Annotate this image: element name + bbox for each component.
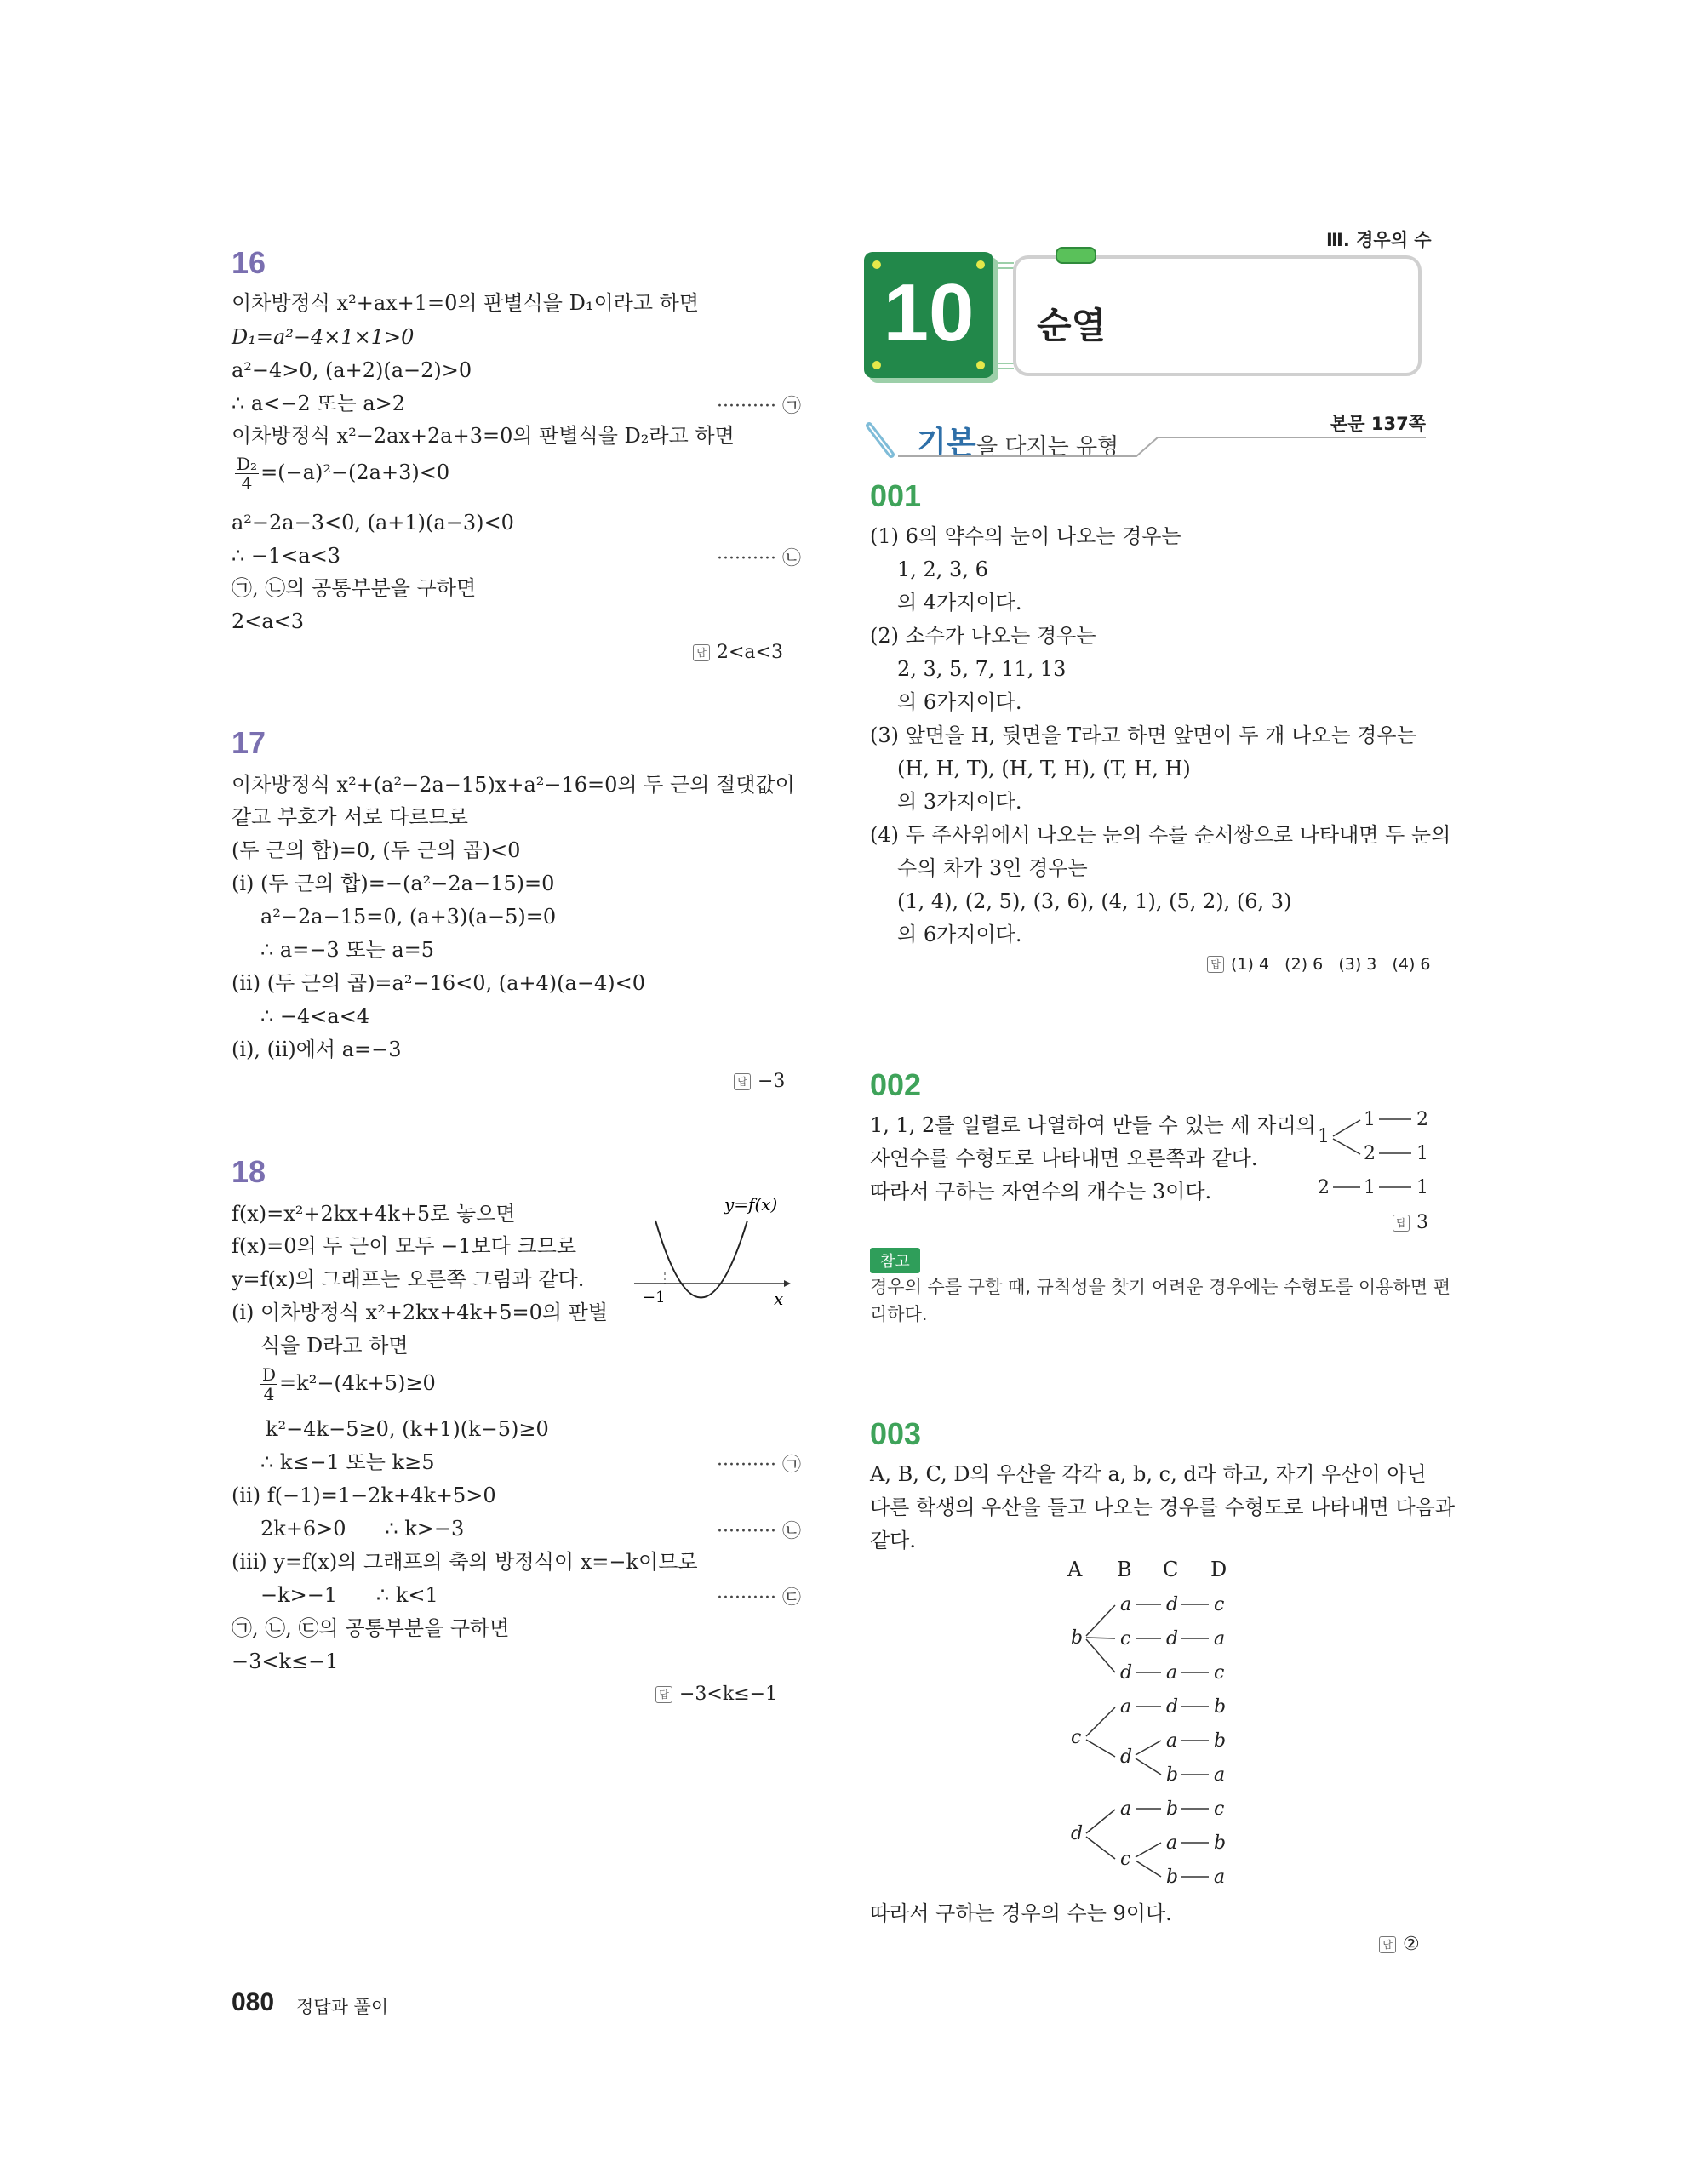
svg-text:a: a [1120,1798,1132,1820]
solution-line: (3) 앞면을 H, 뒷면을 T라고 하면 앞면이 두 개 나오는 경우는 [870,723,1416,747]
page-ref: 본문 137쪽 [1330,414,1426,434]
solution-line: 식을 D라고 하면 [260,1334,409,1358]
svg-text:a: a [1214,1867,1226,1888]
solution-line: (i) (두 근의 합)=−(a²−2a−15)=0 [232,872,555,895]
note-text: 경우의 수를 구할 때, 규칙성을 찾기 어려운 경우에는 수형도를 이용하면 편 [870,1277,1451,1297]
connector [993,363,1014,369]
problem-number: 16 [232,245,266,280]
solution-line: 2k+6>0 ∴ k>−3 [260,1517,465,1541]
note-text: 리하다. [870,1304,928,1324]
note-badge: 참고 [870,1248,920,1273]
svg-text:c: c [1120,1628,1131,1649]
svg-text:1: 1 [1318,1126,1330,1147]
solution-line: y=f(x)의 그래프는 오른쪽 그림과 같다. [232,1267,585,1291]
svg-text:c: c [1120,1849,1131,1870]
banner [864,414,1426,460]
svg-text:d: d [1166,1628,1179,1649]
svg-text:a: a [1214,1764,1226,1786]
solution-line: (H, H, T), (H, T, H), (T, H, H) [897,757,1191,780]
solution-line: (ii) f(−1)=1−2k+4k+5>0 [232,1484,496,1507]
solution-line: (두 근의 합)=0, (두 근의 곱)<0 [232,838,521,862]
svg-text:1: 1 [1364,1109,1376,1130]
solution-line: ∴ a<−2 또는 a>2 [232,392,406,415]
solution-line: 의 6가지이다. [897,923,1022,946]
svg-text:b: b [1166,1798,1179,1820]
svg-text:1: 1 [1416,1143,1428,1164]
solution-line: −3<k≤−1 [232,1649,339,1673]
footer-label: 정답과 풀이 [296,1997,389,2017]
marker-leader: ·········· ㉢ [717,1587,801,1609]
answer-icon: 답 [734,1073,751,1090]
answer: 답 3 [1393,1212,1428,1233]
marker-leader: ·········· ㉡ [717,548,801,569]
solution-line: 이차방정식 x²+ax+1=0의 판별식을 D₁이라고 하면 [232,291,700,315]
solution-line: f(x)=0의 두 근이 모두 −1보다 크므로 [232,1234,577,1258]
svg-text:1: 1 [1364,1177,1376,1198]
solution-line: ∴ −4<a<4 [260,1004,370,1028]
svg-text:1: 1 [1416,1177,1428,1198]
svg-text:c: c [1214,1798,1225,1820]
solution-line: 수의 차가 3인 경우는 [897,856,1088,880]
svg-text:b: b [1071,1627,1084,1649]
problem-number: 002 [870,1067,922,1102]
solution-line: 2<a<3 [232,609,305,633]
svg-text:2: 2 [1364,1143,1376,1164]
solution-line: (1, 4), (2, 5), (3, 6), (4, 1), (5, 2), (6, 3) [897,889,1292,913]
solution-line: 2, 3, 5, 7, 11, 13 [897,657,1067,681]
solution-line: 자연수를 수형도로 나타내면 오른쪽과 같다. [870,1146,1258,1170]
x-axis-label: x [774,1289,784,1309]
solution-line: D₁=a²−4×1×1>0 [232,325,415,349]
solution-line: 의 4가지이다. [897,591,1022,615]
svg-text:b: b [1214,1696,1227,1718]
solution-line: 따라서 구하는 경우의 수는 9이다. [870,1901,1172,1925]
section-label: Ⅲ. 경우의 수 [1326,230,1432,250]
solution-line: a²−4>0, (a+2)(a−2)>0 [232,358,472,382]
solution-line: 같고 부호가 서로 다르므로 [232,805,468,829]
solution-line: 1, 1, 2를 일렬로 나열하여 만들 수 있는 세 자리의 [870,1113,1316,1137]
solution-line: (i), (ii)에서 a=−3 [232,1038,402,1061]
tree-diagram-003 [1056,1554,1277,1895]
tree-diagram-002 [1311,1105,1439,1207]
banner-rest: 을 다지는 유형 [976,434,1119,460]
solution-line: k²−4k−5≥0, (k+1)(k−5)≥0 [266,1417,549,1441]
answer-icon: 답 [1393,1215,1410,1232]
svg-text:a: a [1166,1832,1178,1854]
svg-text:2: 2 [1318,1177,1330,1198]
marker-leader: ·········· ㉠ [717,1455,801,1476]
solution-line: (iii) y=f(x)의 그래프의 축의 방정식이 x=−k이므로 [232,1550,698,1574]
problem-number: 18 [232,1154,266,1189]
solution-line: A, B, C, D의 우산을 각각 a, b, c, d라 하고, 자기 우산이 아닌 [870,1462,1427,1486]
solution-line: ∴ a=−3 또는 a=5 [260,938,435,962]
chapter-number: 10 [883,267,975,358]
svg-text:c: c [1214,1594,1225,1615]
clip-icon [1056,247,1096,264]
svg-text:D: D [1210,1558,1227,1581]
parabola-graph [626,1192,796,1328]
svg-text:d: d [1166,1594,1179,1615]
solution-line: −k>−1 ∴ k<1 [260,1583,438,1607]
svg-text:A: A [1067,1558,1083,1581]
solution-line: ∴ −1<a<3 [232,544,341,568]
chapter-title-box [1013,255,1422,376]
solution-line: ㉠, ㉡, ㉢의 공통부분을 구하면 [232,1616,510,1640]
solution-line: a²−2a−15=0, (a+3)(a−5)=0 [260,905,557,929]
svg-text:b: b [1166,1867,1179,1888]
solution-line: (1) 6의 약수의 눈이 나오는 경우는 [870,524,1181,548]
problem-number: 001 [870,478,922,513]
answer-icon: 답 [655,1686,672,1703]
solution-line: 이차방정식 x²+(a²−2a−15)x+a²−16=0의 두 근의 절댓값이 [232,773,795,797]
solution-line: ㉠, ㉡의 공통부분을 구하면 [232,576,477,600]
svg-text:a: a [1120,1594,1132,1615]
problem-number: 17 [232,725,266,760]
answer-icon: 답 [693,644,710,661]
solution-line: 의 6가지이다. [897,690,1022,714]
svg-text:c: c [1071,1727,1082,1748]
fraction-line: $\frac{D}{4}$ =k²−(4k+5)≥0 [262,1364,436,1404]
solution-line: (ii) (두 근의 곱)=a²−16<0, (a+4)(a−4)<0 [232,971,645,995]
svg-text:2: 2 [1416,1109,1428,1130]
connector [993,262,1014,269]
svg-text:a: a [1166,1730,1178,1752]
solution-line: 1, 2, 3, 6 [897,557,988,581]
fraction-line: $\frac{\text{D₂}}{4}$ =(−a)²−(2a+3)<0 [237,454,450,494]
chapter-title: 순열 [1037,305,1107,346]
svg-text:a: a [1166,1662,1178,1684]
solution-line: ∴ k≤−1 또는 k≥5 [260,1450,435,1474]
marker-leader: ·········· ㉡ [717,1521,801,1542]
solution-line: 따라서 구하는 자연수의 개수는 3이다. [870,1180,1212,1203]
svg-text:c: c [1214,1662,1225,1684]
svg-text:d: d [1120,1662,1133,1684]
solution-line: 의 3가지이다. [897,790,1022,814]
problem-number: 003 [870,1416,922,1451]
answer: 답 −3 [734,1071,785,1092]
tick-label: −1 [643,1289,666,1306]
solution-line: a²−2a−3<0, (a+1)(a−3)<0 [232,511,514,535]
chapter-badge [864,252,993,378]
svg-text:a: a [1120,1696,1132,1718]
svg-text:b: b [1214,1832,1227,1854]
solution-line: (4) 두 주사위에서 나오는 눈의 수를 순서쌍으로 나타내면 두 눈의 [870,823,1451,847]
answer: 답 (1) 4 (2) 6 (3) 3 (4) 6 [1207,955,1431,974]
page-number: 080 [232,1988,275,2016]
svg-text:b: b [1166,1764,1179,1786]
solution-line: (2) 소수가 나오는 경우는 [870,624,1096,648]
svg-text:d: d [1071,1823,1084,1844]
answer-icon: 답 [1379,1936,1396,1953]
svg-text:d: d [1120,1747,1133,1768]
answer: 답 −3<k≤−1 [655,1684,777,1705]
svg-text:d: d [1166,1696,1179,1718]
curve-label: y=f(x) [724,1194,778,1215]
solution-line: 같다. [870,1529,916,1552]
answer: 답 2<a<3 [693,642,783,663]
solution-line: (i) 이차방정식 x²+2kx+4k+5=0의 판별 [232,1301,609,1324]
solution-line: 이차방정식 x²−2ax+2a+3=0의 판별식을 D₂라고 하면 [232,424,735,448]
solution-line: f(x)=x²+2kx+4k+5로 놓으면 [232,1202,516,1226]
svg-text:B: B [1117,1558,1132,1581]
svg-text:C: C [1163,1558,1179,1581]
answer-icon: 답 [1207,956,1224,973]
svg-text:b: b [1214,1730,1227,1752]
svg-text:a: a [1214,1628,1226,1649]
answer: 답 ② [1379,1934,1420,1955]
banner-big: 기본 [917,426,976,460]
marker-leader: ·········· ㉠ [717,396,801,417]
solution-line: 다른 학생의 우산을 들고 나오는 경우를 수형도로 나타내면 다음과 [870,1495,1455,1519]
